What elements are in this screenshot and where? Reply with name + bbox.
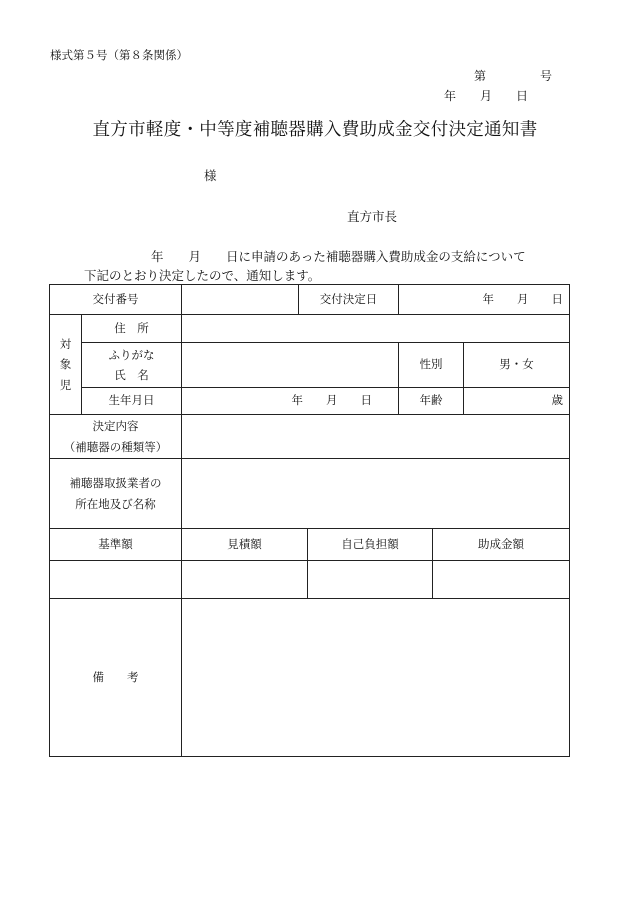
- decision-label-line-1: 決定内容: [92, 419, 139, 434]
- body-line-2: 下記のとおり決定したので、通知します。: [84, 268, 321, 283]
- document-title: 直方市軽度・中等度補聴器購入費助成金交付決定通知書: [92, 120, 538, 140]
- birthdate-value[interactable]: 年 月 日: [291, 393, 372, 408]
- sex-value[interactable]: 男・女: [499, 357, 534, 372]
- subsidy-amount-field[interactable]: [433, 561, 569, 598]
- self-pay-amount-field[interactable]: [308, 561, 432, 598]
- standard-amount-field[interactable]: [50, 561, 181, 598]
- name-label: [82, 343, 181, 387]
- form-number: 様式第５号（第８条関係）: [50, 48, 188, 62]
- name-label-text: 氏 名: [114, 368, 149, 382]
- address-label: 住 所: [114, 320, 149, 335]
- dealer-label-line-2: 所在地及び名称: [75, 496, 156, 511]
- address-field[interactable]: [182, 315, 569, 342]
- remarks-label: 備 考: [92, 669, 139, 684]
- document-date: 年 月 日: [444, 89, 529, 103]
- body-line-1: 年 月 日に申請のあった補聴器購入費助成金の支給について: [151, 249, 526, 264]
- dealer-label: [50, 459, 181, 528]
- issue-number-label: 交付番号: [92, 291, 139, 306]
- target-child-label: [50, 315, 81, 414]
- sex-label: 性別: [419, 357, 443, 372]
- self-pay-amount-header: 自己負担額: [341, 536, 399, 551]
- age-label: 年齢: [419, 393, 443, 408]
- standard-amount-header: 基準額: [98, 536, 133, 551]
- issue-date-label: 交付決定日: [319, 291, 378, 306]
- target-char-2: 象: [59, 357, 72, 372]
- age-unit[interactable]: 歳: [551, 393, 563, 408]
- decision-label: [50, 415, 181, 458]
- estimate-amount-header: 見積額: [227, 536, 262, 551]
- target-char-3: 児: [59, 377, 72, 392]
- issuer: 直方市長: [347, 209, 398, 224]
- estimate-amount-field[interactable]: [182, 561, 307, 598]
- decision-field[interactable]: [182, 415, 569, 458]
- document-number-prefix: 第: [474, 69, 487, 83]
- birthdate-label: 生年月日: [108, 393, 155, 408]
- name-field[interactable]: [182, 343, 398, 387]
- decision-label-line-2: （補聴器の種類等）: [63, 439, 168, 454]
- dealer-field[interactable]: [182, 459, 569, 528]
- dealer-label-line-1: 補聴器取扱業者の: [69, 476, 162, 491]
- addressee-suffix: 様: [204, 168, 217, 183]
- issue-number-field[interactable]: [182, 285, 298, 314]
- subsidy-amount-header: 助成金額: [478, 536, 524, 551]
- target-char-1: 対: [59, 337, 72, 352]
- furigana-label: ふりがな: [108, 347, 155, 362]
- remarks-field[interactable]: [182, 599, 569, 756]
- document-number-suffix: 号: [539, 69, 552, 83]
- issue-date-value[interactable]: 年 月 日: [482, 291, 563, 306]
